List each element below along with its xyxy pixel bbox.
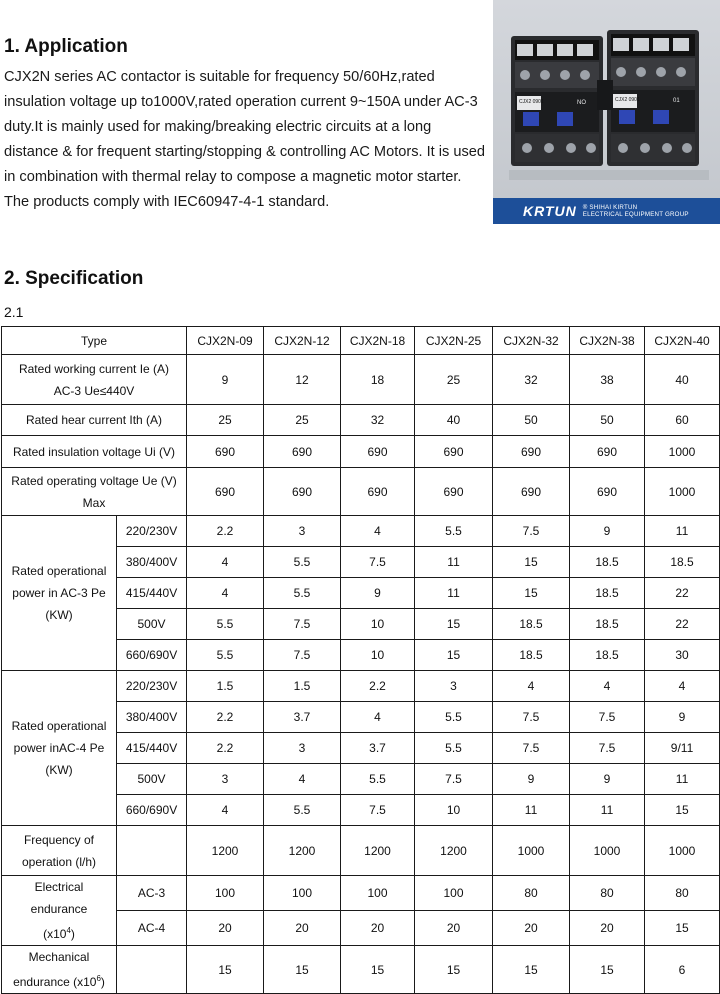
model-header: CJX2N-38: [570, 327, 645, 355]
table-cell: 32: [341, 405, 415, 436]
table-row: [2, 468, 720, 516]
application-description: CJX2N series AC contactor is suitable for frequency 50/60Hz,rated insulation voltage up to1000V,rated operation current 9~150A under AC-3 duty.It is mainly used for making/breaking electric circuits at a long distance & for frequent starting/stopping & controlling AC Motors. It is used in combination with thermal relay to compose a magnetic motor starter. The products comply with IEC60947-4-1 standard.: [4, 69, 486, 210]
table-cell: 50: [493, 405, 570, 436]
contactor-illustration: [493, 0, 720, 198]
table-cell: 11: [645, 516, 720, 547]
table-cell: 7.5: [493, 733, 570, 764]
row-label: [2, 946, 117, 994]
table-cell: 5.5: [415, 516, 493, 547]
table-cell: 690: [493, 468, 570, 516]
table-cell: 4: [645, 671, 720, 702]
table-cell: 9: [341, 578, 415, 609]
table-cell: 5.5: [415, 733, 493, 764]
table-cell: 1200: [415, 826, 493, 876]
table-cell: 25: [264, 405, 341, 436]
brand-name-line: ® SHIHAI KIRTUN: [582, 203, 638, 211]
table-cell: 690: [415, 436, 493, 468]
table-cell: 20: [341, 911, 415, 946]
table-cell: 1.5: [187, 671, 264, 702]
table-cell: 7.5: [493, 702, 570, 733]
table-cell: 25: [187, 405, 264, 436]
table-cell: 7.5: [570, 702, 645, 733]
table-cell: 2.2: [341, 671, 415, 702]
label-line: Frequency of: [23, 832, 95, 847]
label-line: ): [100, 975, 105, 989]
category-cell: AC-3: [117, 876, 187, 911]
table-cell: 20: [493, 911, 570, 946]
label-line: Electrical endurance: [30, 880, 88, 916]
table-row: [2, 876, 720, 911]
table-row: [2, 436, 720, 468]
voltage-cell: 500V: [117, 609, 187, 640]
table-cell: 11: [415, 547, 493, 578]
table-row: [2, 826, 720, 876]
table-cell: 5.5: [187, 640, 264, 671]
table-cell: 690: [493, 436, 570, 468]
table-cell: 3.7: [341, 733, 415, 764]
table-cell: 15: [415, 609, 493, 640]
voltage-cell: 415/440V: [117, 578, 187, 609]
table-cell: 18.5: [493, 609, 570, 640]
voltage-cell: 500V: [117, 764, 187, 795]
table-row: [2, 355, 720, 405]
exponent: 6: [96, 974, 101, 983]
label-line: ): [70, 927, 75, 941]
table-cell: 9: [570, 516, 645, 547]
row-label: Rated hear current Ith (A): [2, 405, 187, 436]
table-cell: 40: [415, 405, 493, 436]
table-cell: 10: [341, 609, 415, 640]
table-cell: 2.2: [187, 516, 264, 547]
brand-logo: KRTUN: [523, 203, 577, 219]
table-cell: 80: [570, 876, 645, 911]
table-cell: 4: [341, 702, 415, 733]
table-cell: 9: [570, 764, 645, 795]
table-cell: 690: [415, 468, 493, 516]
table-cell: 3: [415, 671, 493, 702]
table-cell: 1.5: [264, 671, 341, 702]
table-cell: 5.5: [264, 547, 341, 578]
ac3-group-label: [2, 516, 117, 671]
nc-left-text: NO: [577, 100, 586, 106]
model-header: CJX2N-40: [645, 327, 720, 355]
table-cell: 15: [570, 946, 645, 994]
table-cell: 9: [645, 702, 720, 733]
category-cell: AC-4: [117, 911, 187, 946]
electrical-endurance-label: [2, 876, 117, 946]
table-cell: 1200: [341, 826, 415, 876]
label-right-text: CJX2 0901: [615, 97, 640, 103]
table-cell: 4: [187, 547, 264, 578]
row-label: [2, 826, 117, 876]
table-cell: 5.5: [341, 764, 415, 795]
table-cell: 4: [341, 516, 415, 547]
table-cell: 18.5: [570, 578, 645, 609]
table-row: [2, 671, 720, 702]
table-cell: 4: [570, 671, 645, 702]
table-row: [2, 946, 720, 994]
table-cell: 15: [493, 547, 570, 578]
table-header-row: [2, 327, 720, 355]
row-label: Rated insulation voltage Ui (V): [2, 436, 187, 468]
table-cell: 15: [415, 640, 493, 671]
table-cell: 80: [493, 876, 570, 911]
table-cell: 5.5: [415, 702, 493, 733]
label-line: (x10: [43, 927, 67, 941]
table-cell: 15: [415, 946, 493, 994]
table-cell: 7.5: [264, 609, 341, 640]
label-line: power inAC-4 Pe: [13, 741, 105, 755]
table-row: [2, 405, 720, 436]
table-cell: 1200: [264, 826, 341, 876]
table-cell: 20: [415, 911, 493, 946]
table-cell: 7.5: [341, 795, 415, 826]
table-cell: 3: [264, 516, 341, 547]
label-line: Rated operating voltage Ue (V): [11, 473, 177, 488]
table-cell: 5.5: [187, 609, 264, 640]
table-cell: 5.5: [264, 578, 341, 609]
table-cell: 20: [187, 911, 264, 946]
table-cell: 690: [570, 436, 645, 468]
table-cell: 7.5: [493, 516, 570, 547]
table-cell: 2.2: [187, 702, 264, 733]
table-cell: 60: [645, 405, 720, 436]
table-cell: 690: [341, 468, 415, 516]
label-line: Max: [82, 495, 106, 510]
table-cell: 25: [415, 355, 493, 405]
label-line: Rated working current Ie (A): [18, 361, 170, 376]
table-cell: 10: [341, 640, 415, 671]
table-cell: 22: [645, 609, 720, 640]
ac4-group-label: [2, 671, 117, 826]
table-cell: 1000: [493, 826, 570, 876]
table-cell: 20: [264, 911, 341, 946]
voltage-cell: 220/230V: [117, 671, 187, 702]
table-cell: 15: [645, 911, 720, 946]
table-cell: 11: [415, 578, 493, 609]
label-line: endurance (x10: [13, 975, 97, 989]
empty-cell: [117, 946, 187, 994]
table-cell: 3: [264, 733, 341, 764]
table-cell: 100: [415, 876, 493, 911]
label-line: Rated operational: [11, 564, 107, 578]
table-cell: 22: [645, 578, 720, 609]
specification-table: [1, 326, 720, 994]
model-header: CJX2N-18: [341, 327, 415, 355]
label-line: power in AC-3 Pe: [12, 586, 106, 600]
table-cell: 100: [341, 876, 415, 911]
table-cell: 690: [341, 436, 415, 468]
label-line: (KW): [45, 608, 73, 622]
model-header: CJX2N-12: [264, 327, 341, 355]
table-cell: 4: [187, 795, 264, 826]
table-cell: 10: [415, 795, 493, 826]
table-cell: 11: [570, 795, 645, 826]
table-cell: 100: [264, 876, 341, 911]
table-cell: 1000: [645, 468, 720, 516]
brand-group-line: ELECTRICAL EQUIPMENT GROUP: [582, 211, 689, 218]
table-cell: 18.5: [570, 609, 645, 640]
table-cell: 1000: [645, 436, 720, 468]
table-cell: 3.7: [264, 702, 341, 733]
table-cell: 18.5: [493, 640, 570, 671]
table-cell: 80: [645, 876, 720, 911]
table-cell: 30: [645, 640, 720, 671]
product-photo: [493, 0, 720, 224]
table-cell: 7.5: [415, 764, 493, 795]
table-cell: 15: [341, 946, 415, 994]
empty-cell: [117, 826, 187, 876]
table-cell: 15: [264, 946, 341, 994]
table-cell: 4: [264, 764, 341, 795]
table-cell: 3: [187, 764, 264, 795]
table-cell: 12: [264, 355, 341, 405]
table-cell: 11: [645, 764, 720, 795]
row-label: [2, 468, 187, 516]
label-line: Mechanical: [28, 950, 90, 964]
model-header: CJX2N-09: [187, 327, 264, 355]
voltage-cell: 220/230V: [117, 516, 187, 547]
section-number: 2.1: [4, 304, 24, 320]
label-line: AC-3 Ue≤440V: [53, 383, 135, 398]
nc-right-text: 01: [673, 98, 680, 104]
specification-heading: 2. Specification: [4, 268, 144, 289]
label-line: (KW): [45, 763, 73, 777]
table-cell: 18: [341, 355, 415, 405]
table-cell: 18.5: [570, 547, 645, 578]
model-header: CJX2N-25: [415, 327, 493, 355]
table-cell: 1000: [570, 826, 645, 876]
table-cell: 100: [187, 876, 264, 911]
table-cell: 11: [493, 795, 570, 826]
label-left-text: CJX2 0901: [519, 99, 544, 105]
table-cell: 4: [493, 671, 570, 702]
table-cell: 50: [570, 405, 645, 436]
table-cell: 20: [570, 911, 645, 946]
table-cell: 32: [493, 355, 570, 405]
table-cell: 4: [187, 578, 264, 609]
table-cell: 9: [187, 355, 264, 405]
table-cell: 6: [645, 946, 720, 994]
table-cell: 15: [187, 946, 264, 994]
table-cell: 40: [645, 355, 720, 405]
voltage-cell: 415/440V: [117, 733, 187, 764]
table-cell: 15: [493, 578, 570, 609]
exponent: 4: [66, 926, 71, 935]
table-cell: 38: [570, 355, 645, 405]
table-cell: 690: [187, 436, 264, 468]
label-line: Rated operational: [11, 719, 107, 733]
table-cell: 1200: [187, 826, 264, 876]
table-cell: 2.2: [187, 733, 264, 764]
table-cell: 7.5: [264, 640, 341, 671]
table-cell: 7.5: [570, 733, 645, 764]
table-cell: 9: [493, 764, 570, 795]
table-row: [2, 516, 720, 547]
table-cell: 7.5: [341, 547, 415, 578]
voltage-cell: 660/690V: [117, 795, 187, 826]
table-cell: 690: [187, 468, 264, 516]
voltage-cell: 380/400V: [117, 702, 187, 733]
row-label: [2, 355, 187, 405]
label-line: operation (l/h): [21, 854, 97, 869]
table-cell: 5.5: [264, 795, 341, 826]
table-cell: 18.5: [570, 640, 645, 671]
table-cell: 15: [493, 946, 570, 994]
brand-bar: [493, 198, 720, 224]
table-cell: 15: [645, 795, 720, 826]
table-cell: 18.5: [645, 547, 720, 578]
table-cell: 690: [264, 468, 341, 516]
voltage-cell: 380/400V: [117, 547, 187, 578]
table-cell: 690: [570, 468, 645, 516]
application-heading: 1. Application: [4, 36, 128, 57]
voltage-cell: 660/690V: [117, 640, 187, 671]
model-header: CJX2N-32: [493, 327, 570, 355]
table-cell: 1000: [645, 826, 720, 876]
table-cell: 690: [264, 436, 341, 468]
type-header: Type: [2, 327, 187, 355]
table-cell: 9/11: [645, 733, 720, 764]
